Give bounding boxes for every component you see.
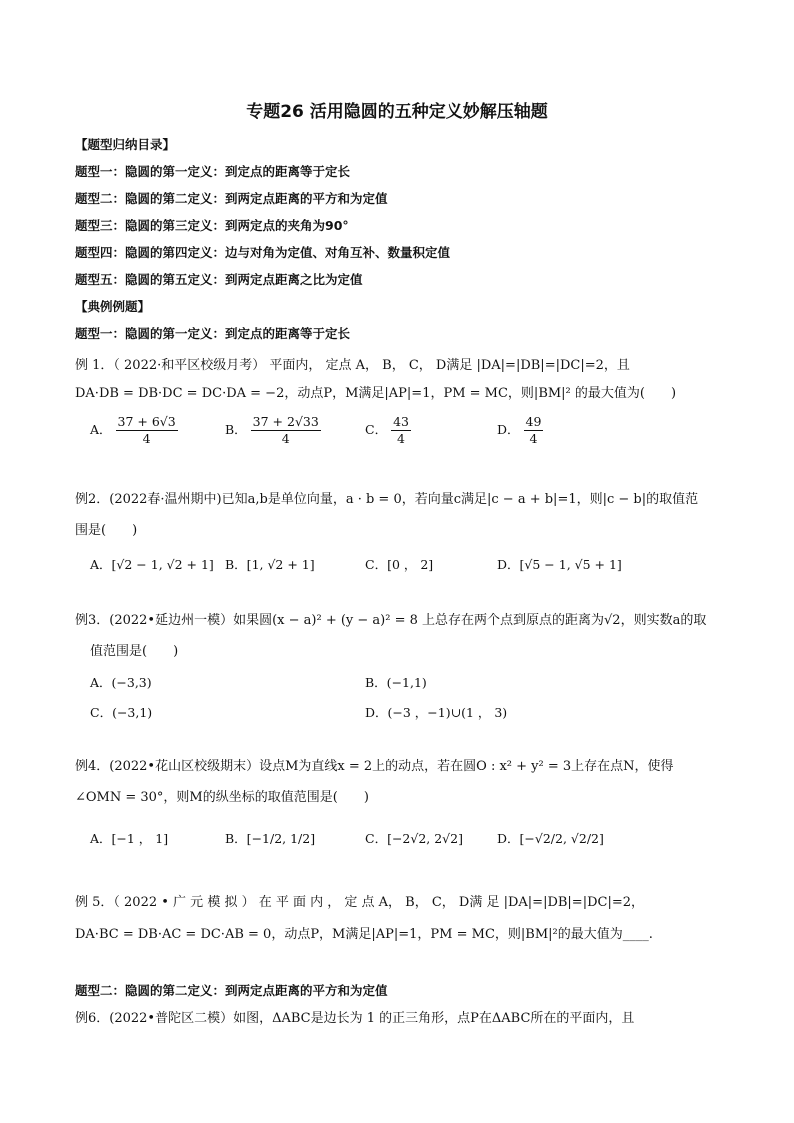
- option-d: D．(−3 ，−1)∪(1 ， 3): [365, 705, 508, 720]
- toc-item-2: 题型二：隐圆的第二定义：到两定点距离的平方和为定值: [75, 191, 388, 206]
- toc-item-1: 题型一：隐圆的第一定义：到定点的距离等于定长: [75, 164, 351, 179]
- example-1-line-2: DA·DB = DB·DC = DC·DA = −2，动点P，M满足|AP|=1，PM = MC，则|BM|² 的最大值为( ): [75, 386, 677, 401]
- option-a: A．[√2 − 1, √2 + 1]: [90, 557, 214, 572]
- example-5-line-1: 例 5．（ 2022 • 广 元 模 拟 ） 在 平 面 内 ， 定 点 A， B， C， D满 足 |DA|=|DB|=|DC|=2，: [75, 895, 644, 910]
- option-a-fraction: $\frac{37 + 6√3}{4}$: [117, 414, 176, 446]
- examples-header: 【典例例题】: [75, 299, 151, 314]
- option-b-fraction: $\frac{37 + 2√33}{4}$: [252, 414, 319, 446]
- option-c: C．[0 ， 2]: [365, 557, 434, 572]
- section-heading-2: 题型二：隐圆的第二定义：到两定点距离的平方和为定值: [75, 983, 388, 998]
- example-4-line-1: 例4．(2022•花山区校级期末）设点M为直线x = 2上的动点，若在圆O : x² + y² = 3上存在点N，使得: [75, 759, 674, 774]
- example-1-line-1: 例 1．（ 2022·和平区校级月考） 平面内， 定点 A， B， C， D满足 |DA|=|DB|=|DC|=2，且: [75, 358, 630, 373]
- example-6-line-1: 例6．(2022•普陀区二模）如图，ΔABC是边长为 1 的正三角形，点P在ΔABC所在的平面内，且: [75, 1011, 635, 1026]
- option-d: D．[−√2/2, √2/2]: [497, 831, 604, 846]
- example-3-line-2: 值范围是( ): [90, 644, 179, 659]
- example-5-line-2: DA·BC = DB·AC = DC·AB = 0，动点P，M满足|AP|=1，PM = MC，则|BM|²的最大值为____.: [75, 927, 653, 942]
- option-c: C．(−3,1): [90, 705, 153, 720]
- option-a: A．[−1 ， 1]: [90, 831, 169, 846]
- option-d-fraction: $\frac{49}{4}$: [525, 414, 542, 446]
- option-b: B．[−1/2, 1/2]: [225, 831, 316, 846]
- option-d: D． $\frac{49}{4}$: [497, 414, 542, 446]
- option-c: C．[−2√2, 2√2]: [365, 831, 463, 846]
- example-2-line-1: 例2．(2022春·温州期中)已知a,b是单位向量，a · b = 0，若向量c满足|c − a + b|=1，则|c − b|的取值范: [75, 492, 699, 507]
- toc-item-3: 题型三：隐圆的第三定义：到两定点的夹角为90°: [75, 218, 349, 233]
- option-b: B． $\frac{37 + 2√33}{4}$: [225, 414, 319, 446]
- option-c: C． $\frac{43}{4}$: [365, 414, 409, 446]
- option-b: B．(−1,1): [365, 675, 427, 690]
- option-a: A． $\frac{37 + 6√3}{4}$: [90, 414, 176, 446]
- option-c-fraction: $\frac{43}{4}$: [393, 414, 409, 446]
- toc-item-5: 题型五：隐圆的第五定义：到两定点距离之比为定值: [75, 272, 363, 287]
- option-d: D．[√5 − 1, √5 + 1]: [497, 557, 622, 572]
- page-title: 专题26 活用隐圆的五种定义妙解压轴题: [246, 102, 548, 122]
- example-2-line-2: 围是( ): [75, 523, 138, 538]
- example-3-line-1: 例3．(2022•延边州一模）如果圆(x − a)² + (y − a)² = 8 上总存在两个点到原点的距离为√2，则实数a的取: [75, 613, 707, 628]
- option-b: B．[1, √2 + 1]: [225, 557, 315, 572]
- option-a: A．(−3,3): [90, 675, 152, 690]
- example-4-line-2: ∠OMN = 30°，则M的纵坐标的取值范围是( ): [75, 790, 369, 805]
- toc-item-4: 题型四：隐圆的第四定义：边与对角为定值、对角互补、数量积定值: [75, 245, 451, 260]
- section-heading-1: 题型一：隐圆的第一定义：到定点的距离等于定长: [75, 326, 351, 341]
- toc-header: 【题型归纳目录】: [75, 137, 176, 152]
